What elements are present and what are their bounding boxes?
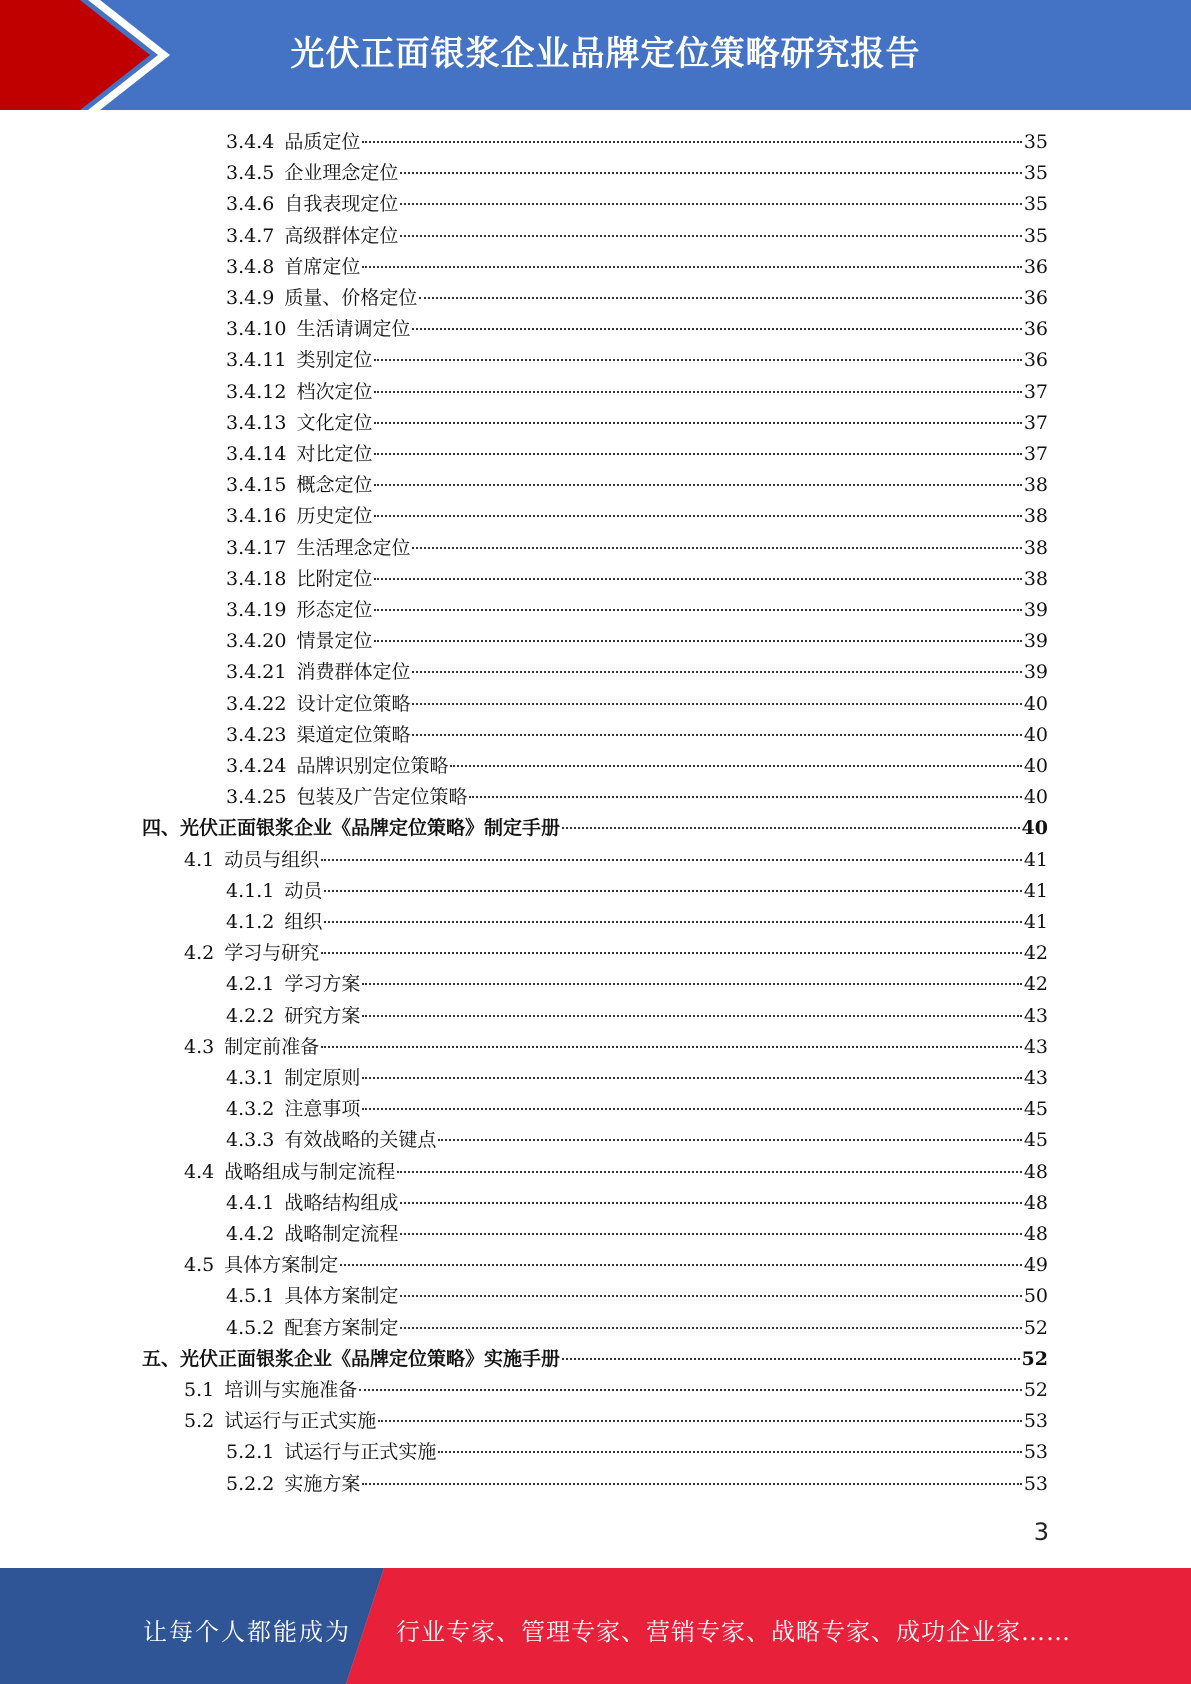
toc-dot-leader bbox=[374, 453, 1021, 455]
toc-dot-leader bbox=[340, 1264, 1022, 1266]
toc-entry-number: 3.4.9 bbox=[226, 287, 275, 309]
toc-entry-number: 3.4.4 bbox=[226, 131, 275, 153]
toc-entry-page: 39 bbox=[1023, 599, 1048, 621]
toc-entry-number: 3.4.18 bbox=[226, 568, 287, 590]
toc-entry-page: 49 bbox=[1023, 1254, 1048, 1276]
toc-entry-title: 制定原则 bbox=[284, 1067, 361, 1089]
toc-entry-title: 实施方案 bbox=[284, 1473, 361, 1495]
toc-entry-page: 36 bbox=[1023, 287, 1048, 309]
toc-entry-title: 具体方案制定 bbox=[284, 1285, 399, 1307]
toc-dot-leader bbox=[412, 734, 1021, 736]
toc-entry-page: 45 bbox=[1023, 1098, 1048, 1120]
toc-entry[interactable] bbox=[226, 657, 1048, 688]
toc-entry[interactable] bbox=[184, 1250, 1048, 1281]
toc-dot-leader bbox=[374, 515, 1021, 517]
toc-entry[interactable] bbox=[226, 1001, 1048, 1032]
toc-entry-page: 53 bbox=[1023, 1473, 1048, 1495]
toc-entry-page: 35 bbox=[1023, 225, 1048, 247]
toc-entry-title: 质量、价格定位 bbox=[284, 287, 418, 309]
page-footer bbox=[0, 1568, 1191, 1684]
toc-entry-title: 首席定位 bbox=[284, 256, 361, 278]
toc-entry-page: 53 bbox=[1023, 1410, 1048, 1432]
toc-entry-number: 3.4.13 bbox=[226, 412, 287, 434]
toc-entry-title: 五、光伏正面银浆企业《品牌定位策略》实施手册 bbox=[142, 1348, 561, 1370]
toc-entry[interactable] bbox=[226, 252, 1048, 283]
toc-entry-number: 3.4.23 bbox=[226, 724, 287, 746]
toc-entry-number: 5.1 bbox=[184, 1379, 215, 1401]
toc-entry-title: 战略组成与制定流程 bbox=[224, 1161, 396, 1183]
toc-entry-title: 动员与组织 bbox=[224, 849, 320, 871]
toc-dot-leader bbox=[374, 578, 1021, 580]
toc-entry[interactable] bbox=[226, 907, 1048, 938]
toc-entry-page: 38 bbox=[1023, 568, 1048, 590]
toc-dot-leader bbox=[321, 952, 1022, 954]
toc-entry-title: 制定前准备 bbox=[224, 1036, 320, 1058]
toc-entry-page: 40 bbox=[1023, 724, 1048, 746]
toc-entry-title: 类别定位 bbox=[296, 349, 373, 371]
toc-dot-leader bbox=[450, 765, 1021, 767]
toc-entry-number: 4.4 bbox=[184, 1161, 215, 1183]
toc-dot-leader bbox=[412, 703, 1021, 705]
toc-dot-leader bbox=[412, 547, 1021, 549]
toc-entry-page: 45 bbox=[1023, 1129, 1048, 1151]
toc-entry-page: 35 bbox=[1023, 162, 1048, 184]
toc-dot-leader bbox=[378, 1420, 1022, 1422]
toc-entry-title: 档次定位 bbox=[296, 381, 373, 403]
toc-dot-leader bbox=[374, 359, 1021, 361]
toc-entry[interactable] bbox=[226, 595, 1048, 626]
toc-entry-page: 48 bbox=[1023, 1223, 1048, 1245]
toc-entry-page: 36 bbox=[1023, 256, 1048, 278]
toc-entry-page: 35 bbox=[1023, 193, 1048, 215]
toc-entry-page: 38 bbox=[1023, 537, 1048, 559]
toc-entry[interactable] bbox=[226, 782, 1048, 813]
toc-entry-title: 配套方案制定 bbox=[284, 1317, 399, 1339]
toc-entry-number: 4.5.1 bbox=[226, 1285, 275, 1307]
toc-entry[interactable] bbox=[226, 408, 1048, 439]
toc-entry[interactable] bbox=[142, 1344, 1048, 1375]
toc-entry-title: 学习方案 bbox=[284, 973, 361, 995]
toc-entry-number: 5.2.1 bbox=[226, 1441, 275, 1463]
footer-slogan-right: 行业专家、管理专家、营销专家、战略专家、成功企业家…… bbox=[396, 1618, 1071, 1646]
page-number: 3 bbox=[1033, 1518, 1049, 1546]
toc-entry-page: 36 bbox=[1023, 349, 1048, 371]
toc-entry-title: 形态定位 bbox=[296, 599, 373, 621]
toc-dot-leader bbox=[469, 796, 1021, 798]
toc-entry[interactable] bbox=[226, 470, 1048, 501]
toc-dot-leader bbox=[419, 297, 1021, 299]
toc-entry[interactable] bbox=[184, 1375, 1048, 1406]
toc-entry-title: 对比定位 bbox=[296, 443, 373, 465]
toc-entry-page: 37 bbox=[1023, 381, 1048, 403]
toc-entry-number: 4.5.2 bbox=[226, 1317, 275, 1339]
toc-entry-title: 自我表现定位 bbox=[284, 193, 399, 215]
toc-entry-number: 3.4.24 bbox=[226, 755, 287, 777]
toc-entry-number: 4.1 bbox=[184, 849, 215, 871]
toc-entry-title: 消费群体定位 bbox=[296, 661, 411, 683]
toc-entry-title: 培训与实施准备 bbox=[224, 1379, 358, 1401]
toc-dot-leader bbox=[400, 1202, 1021, 1204]
toc-entry-title: 动员 bbox=[284, 880, 323, 902]
toc-entry[interactable] bbox=[226, 564, 1048, 595]
document-title: 光伏正面银浆企业品牌定位策略研究报告 bbox=[290, 34, 921, 74]
toc-entry-number: 3.4.14 bbox=[226, 443, 287, 465]
toc-dot-leader bbox=[362, 1483, 1021, 1485]
toc-entry-number: 3.4.6 bbox=[226, 193, 275, 215]
toc-entry-number: 5.2.2 bbox=[226, 1473, 275, 1495]
toc-dot-leader bbox=[400, 1327, 1021, 1329]
toc-entry-title: 比附定位 bbox=[296, 568, 373, 590]
toc-entry[interactable] bbox=[226, 221, 1048, 252]
toc-entry-title: 高级群体定位 bbox=[284, 225, 399, 247]
toc-entry-number: 3.4.20 bbox=[226, 630, 287, 652]
toc-dot-leader bbox=[362, 983, 1021, 985]
toc-entry-number: 4.2.2 bbox=[226, 1005, 275, 1027]
toc-entry-title: 渠道定位策略 bbox=[296, 724, 411, 746]
toc-entry[interactable] bbox=[226, 189, 1048, 220]
toc-dot-leader bbox=[362, 1108, 1021, 1110]
toc-entry-page: 35 bbox=[1023, 131, 1048, 153]
toc-entry[interactable] bbox=[184, 1157, 1048, 1188]
toc-dot-leader bbox=[362, 141, 1021, 143]
toc-entry-page: 37 bbox=[1023, 443, 1048, 465]
toc-entry-title: 设计定位策略 bbox=[296, 693, 411, 715]
toc-entry-page: 52 bbox=[1021, 1348, 1048, 1370]
toc-entry-page: 41 bbox=[1023, 880, 1048, 902]
toc-dot-leader bbox=[400, 203, 1021, 205]
toc-dot-leader bbox=[362, 266, 1021, 268]
toc-entry-number: 4.3.3 bbox=[226, 1129, 275, 1151]
toc-dot-leader bbox=[362, 1015, 1021, 1017]
toc-entry[interactable] bbox=[226, 314, 1048, 345]
toc-dot-leader bbox=[374, 640, 1021, 642]
toc-entry[interactable] bbox=[226, 1063, 1048, 1094]
toc-entry-page: 40 bbox=[1021, 817, 1048, 839]
toc-entry[interactable] bbox=[184, 845, 1048, 876]
toc-entry-page: 52 bbox=[1023, 1379, 1048, 1401]
toc-entry-page: 48 bbox=[1023, 1161, 1048, 1183]
toc-entry-number: 3.4.16 bbox=[226, 505, 287, 527]
toc-entry[interactable] bbox=[226, 1469, 1048, 1500]
toc-entry[interactable] bbox=[226, 1437, 1048, 1468]
toc-entry-title: 品牌识别定位策略 bbox=[296, 755, 449, 777]
toc-dot-leader bbox=[374, 484, 1021, 486]
toc-entry-title: 战略结构组成 bbox=[284, 1192, 399, 1214]
toc-entry-page: 41 bbox=[1023, 849, 1048, 871]
toc-entry-number: 3.4.5 bbox=[226, 162, 275, 184]
toc-dot-leader bbox=[400, 1233, 1021, 1235]
toc-entry[interactable] bbox=[226, 283, 1048, 314]
toc-entry-page: 38 bbox=[1023, 505, 1048, 527]
toc-entry[interactable] bbox=[226, 1219, 1048, 1250]
toc-dot-leader bbox=[362, 1077, 1021, 1079]
toc-entry-title: 有效战略的关键点 bbox=[284, 1129, 437, 1151]
toc-entry[interactable] bbox=[226, 969, 1048, 1000]
toc-entry-page: 48 bbox=[1023, 1192, 1048, 1214]
toc-dot-leader bbox=[321, 1046, 1022, 1048]
toc-entry-title: 试运行与正式实施 bbox=[224, 1410, 377, 1432]
toc-entry[interactable] bbox=[226, 751, 1048, 782]
toc-entry[interactable] bbox=[226, 533, 1048, 564]
toc-entry-page: 43 bbox=[1023, 1067, 1048, 1089]
toc-entry-number: 3.4.12 bbox=[226, 381, 287, 403]
toc-entry[interactable] bbox=[226, 1094, 1048, 1125]
toc-dot-leader bbox=[400, 235, 1021, 237]
toc-entry-number: 3.4.15 bbox=[226, 474, 287, 496]
toc-entry-title: 研究方案 bbox=[284, 1005, 361, 1027]
toc-entry-page: 40 bbox=[1023, 786, 1048, 808]
toc-entry-page: 43 bbox=[1023, 1036, 1048, 1058]
toc-entry-page: 40 bbox=[1023, 693, 1048, 715]
toc-entry-title: 生活请调定位 bbox=[296, 318, 411, 340]
toc-entry[interactable] bbox=[226, 501, 1048, 532]
toc-dot-leader bbox=[374, 609, 1021, 611]
toc-entry-page: 38 bbox=[1023, 474, 1048, 496]
toc-entry-number: 3.4.10 bbox=[226, 318, 287, 340]
toc-entry-page: 41 bbox=[1023, 911, 1048, 933]
toc-entry[interactable] bbox=[226, 1125, 1048, 1156]
toc-entry-number: 5.2 bbox=[184, 1410, 215, 1432]
toc-entry-title: 战略制定流程 bbox=[284, 1223, 399, 1245]
toc-entry[interactable] bbox=[226, 377, 1048, 408]
toc-entry-number: 3.4.25 bbox=[226, 786, 287, 808]
toc-entry-title: 包装及广告定位策略 bbox=[296, 786, 468, 808]
toc-entry-number: 4.1.1 bbox=[226, 880, 275, 902]
toc-entry-number: 3.4.7 bbox=[226, 225, 275, 247]
toc-entry-page: 50 bbox=[1023, 1285, 1048, 1307]
toc-entry[interactable] bbox=[226, 720, 1048, 751]
toc-entry-number: 4.5 bbox=[184, 1254, 215, 1276]
toc-entry-number: 3.4.21 bbox=[226, 661, 287, 683]
toc-entry-title: 生活理念定位 bbox=[296, 537, 411, 559]
toc-dot-leader bbox=[438, 1139, 1021, 1141]
toc-entry-title: 情景定位 bbox=[296, 630, 373, 652]
page-header bbox=[0, 0, 1191, 110]
toc-dot-leader bbox=[359, 1389, 1022, 1391]
toc-entry[interactable] bbox=[226, 1313, 1048, 1344]
toc-dot-leader bbox=[374, 391, 1021, 393]
toc-entry[interactable] bbox=[226, 1188, 1048, 1219]
toc-dot-leader bbox=[438, 1451, 1021, 1453]
toc-entry[interactable] bbox=[226, 127, 1048, 158]
toc-dot-leader bbox=[324, 921, 1021, 923]
toc-entry-number: 3.4.11 bbox=[226, 349, 287, 371]
toc-entry-title: 概念定位 bbox=[296, 474, 373, 496]
toc-entry[interactable] bbox=[226, 876, 1048, 907]
toc-entry[interactable] bbox=[226, 689, 1048, 720]
toc-entry-number: 3.4.19 bbox=[226, 599, 287, 621]
toc-dot-leader bbox=[400, 1295, 1021, 1297]
toc-entry-number: 4.2 bbox=[184, 942, 215, 964]
footer-slogan-left: 让每个人都能成为 bbox=[143, 1618, 351, 1646]
toc-entry-number: 3.4.8 bbox=[226, 256, 275, 278]
toc-dot-leader bbox=[321, 859, 1022, 861]
toc-dot-leader bbox=[324, 890, 1021, 892]
toc-entry-page: 37 bbox=[1023, 412, 1048, 434]
toc-entry-number: 4.1.2 bbox=[226, 911, 275, 933]
toc-entry[interactable] bbox=[226, 345, 1048, 376]
toc-dot-leader bbox=[412, 328, 1021, 330]
toc-entry[interactable] bbox=[184, 1032, 1048, 1063]
toc-entry-number: 3.4.22 bbox=[226, 693, 287, 715]
toc-entry-title: 注意事项 bbox=[284, 1098, 361, 1120]
toc-entry-number: 4.4.2 bbox=[226, 1223, 275, 1245]
toc-entry-title: 组织 bbox=[284, 911, 323, 933]
toc-entry-page: 42 bbox=[1023, 942, 1048, 964]
toc-dot-leader bbox=[374, 422, 1021, 424]
toc-entry-title: 历史定位 bbox=[296, 505, 373, 527]
toc-entry-page: 36 bbox=[1023, 318, 1048, 340]
toc-entry-title: 文化定位 bbox=[296, 412, 373, 434]
toc-dot-leader bbox=[562, 1358, 1020, 1360]
toc-entry-title: 学习与研究 bbox=[224, 942, 320, 964]
toc-entry[interactable] bbox=[226, 1281, 1048, 1312]
toc-entry-page: 52 bbox=[1023, 1317, 1048, 1339]
toc-dot-leader bbox=[400, 172, 1021, 174]
toc-entry-number: 4.3.1 bbox=[226, 1067, 275, 1089]
toc-entry-title: 品质定位 bbox=[284, 131, 361, 153]
toc-entry-page: 53 bbox=[1023, 1441, 1048, 1463]
toc-entry-page: 40 bbox=[1023, 755, 1048, 777]
toc-entry-number: 4.2.1 bbox=[226, 973, 275, 995]
toc-dot-leader bbox=[412, 671, 1021, 673]
toc-entry-number: 4.4.1 bbox=[226, 1192, 275, 1214]
toc-entry[interactable] bbox=[226, 626, 1048, 657]
toc-dot-leader bbox=[562, 827, 1020, 829]
toc-entry-title: 四、光伏正面银浆企业《品牌定位策略》制定手册 bbox=[142, 817, 561, 839]
toc-entry-page: 42 bbox=[1023, 973, 1048, 995]
toc-entry-page: 43 bbox=[1023, 1005, 1048, 1027]
toc-entry[interactable] bbox=[184, 938, 1048, 969]
toc-entry-page: 39 bbox=[1023, 661, 1048, 683]
toc-entry-title: 企业理念定位 bbox=[284, 162, 399, 184]
toc-entry[interactable] bbox=[226, 439, 1048, 470]
toc-entry-page: 39 bbox=[1023, 630, 1048, 652]
toc-entry-title: 试运行与正式实施 bbox=[284, 1441, 437, 1463]
toc-entry-number: 4.3.2 bbox=[226, 1098, 275, 1120]
toc-entry-number: 4.3 bbox=[184, 1036, 215, 1058]
toc-dot-leader bbox=[397, 1171, 1022, 1173]
toc-entry[interactable] bbox=[226, 158, 1048, 189]
toc-entry[interactable] bbox=[142, 813, 1048, 844]
toc-entry-title: 具体方案制定 bbox=[224, 1254, 339, 1276]
toc-entry[interactable] bbox=[184, 1406, 1048, 1437]
toc-entry-number: 3.4.17 bbox=[226, 537, 287, 559]
